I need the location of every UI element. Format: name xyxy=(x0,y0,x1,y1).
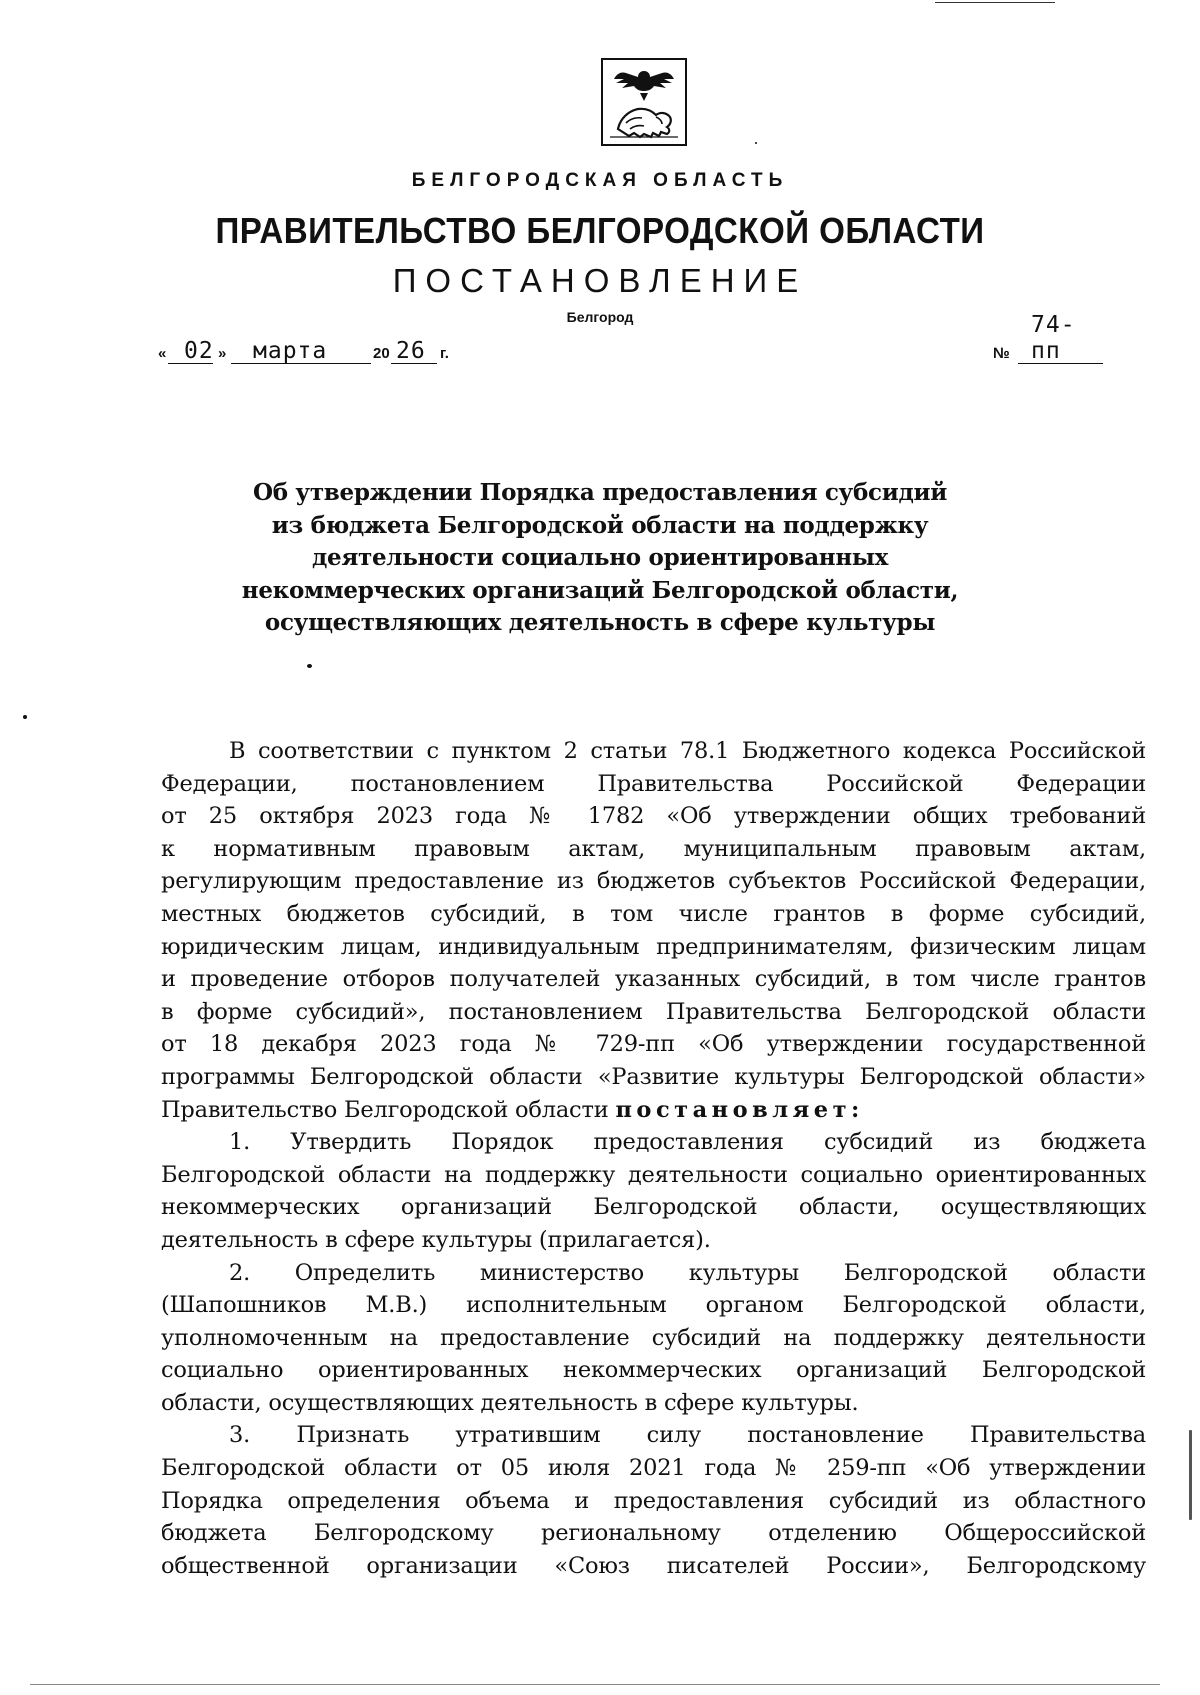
body-line: области, осуществляющих деятельность в сфере культуры. xyxy=(161,1389,859,1416)
close-quote: » xyxy=(218,345,227,362)
body-line: общественной организации «Союз писателей России», Белгородскому xyxy=(161,1552,1146,1579)
title-line: некоммерческих организаций Белгородской области, xyxy=(241,576,959,604)
government-heading: ПРАВИТЕЛЬСТВО БЕЛГОРОДСКОЙ ОБЛАСТИ xyxy=(215,210,985,251)
scan-speck xyxy=(307,664,312,668)
body-line: от 25 октября 2023 года № 1782 «Об утверждении общих требований xyxy=(161,803,1146,830)
body-line: в форме субсидий», постановлением Правительства Белгородской области xyxy=(161,998,1146,1025)
body-line: юридическим лицам, индивидуальным предпринимателям, физическим лицам xyxy=(161,933,1146,960)
scan-bottom-line xyxy=(30,1684,1160,1685)
body-line: Белгородской области от 05 июля 2021 года № 259-пп «Об утверждении xyxy=(161,1455,1146,1482)
decree-month: марта xyxy=(253,338,328,364)
body-line: деятельность в сфере культуры (прилагается). xyxy=(161,1226,711,1253)
scan-top-line xyxy=(935,2,1055,3)
open-quote: « xyxy=(158,345,167,362)
body-line: 3. Признать утратившим силу постановление Правительства xyxy=(229,1422,1146,1449)
resolve-prefix: Правительство Белгородской области xyxy=(161,1096,609,1123)
body-line: и проведение отборов получателей указанных субсидий, в том числе грантов xyxy=(161,966,1146,993)
scan-edge-mark xyxy=(1189,1430,1192,1520)
scan-speck xyxy=(23,715,27,719)
title-line: Об утверждении Порядка предоставления субсидий xyxy=(252,479,948,506)
day-underline xyxy=(168,363,213,364)
year-underline xyxy=(391,363,437,364)
number-underline xyxy=(1018,363,1103,364)
resolve-verb: постановляет: xyxy=(615,1096,864,1123)
body-line: Порядка определения объема и предоставления субсидий из областного xyxy=(161,1487,1146,1514)
title-line: из бюджета Белгородской области на поддержку xyxy=(271,511,929,539)
body-line: местных бюджетов субсидий, в том числе грантов в форме субсидий, xyxy=(161,900,1146,927)
body-line: В соответствии с пунктом 2 статьи 78.1 Бюджетного кодекса Российской xyxy=(229,738,1146,764)
body-line: социально ориентированных некоммерческих организаций Белгородской xyxy=(161,1357,1146,1384)
year-prefix: 20 xyxy=(373,345,390,362)
body-line: уполномоченным на предоставление субсидий на поддержку деятельности xyxy=(161,1324,1146,1351)
body-line: некоммерческих организаций Белгородской области, осуществляющих xyxy=(161,1194,1146,1221)
body-line: к нормативным правовым актам, муниципальным правовым актам, xyxy=(161,835,1146,862)
decree-title xyxy=(0,477,1200,640)
decree-year: 26 xyxy=(396,338,426,364)
decree-number: 74-пп xyxy=(1031,312,1076,364)
belgorod-coat-of-arms-icon xyxy=(600,57,688,147)
body-line: 1. Утвердить Порядок предоставления субсидий из бюджета xyxy=(229,1129,1146,1156)
region-heading: БЕЛГОРОДСКАЯ ОБЛАСТЬ xyxy=(411,170,789,191)
title-line: деятельности социально ориентированных xyxy=(311,544,889,571)
city-label: Белгород xyxy=(566,309,634,325)
decree-body xyxy=(161,735,1146,1582)
resolve-line xyxy=(161,1094,1146,1127)
body-line: регулирующим предоставление из бюджетов субъектов Российской Федерации, xyxy=(161,868,1146,895)
document-type-heading: ПОСТАНОВЛЕНИЕ xyxy=(392,262,808,299)
body-line: бюджета Белгородскому региональному отделению Общероссийской xyxy=(161,1520,1146,1547)
year-unit: г. xyxy=(440,345,449,362)
body-line: Федерации, постановлением Правительства Российской Федерации xyxy=(161,770,1146,797)
body-line: от 18 декабря 2023 года № 729-пп «Об утверждении государственной xyxy=(161,1031,1146,1058)
body-line: 2. Определить министерство культуры Белгородской области xyxy=(229,1259,1146,1286)
month-underline xyxy=(231,363,371,364)
title-line: осуществляющих деятельность в сфере культуры xyxy=(264,609,936,636)
number-label: № xyxy=(993,345,1010,362)
scan-speck xyxy=(755,142,757,144)
body-line: (Шапошников М.В.) исполнительным органом Белгородской области, xyxy=(161,1292,1146,1319)
body-line: программы Белгородской области «Развитие культуры Белгородской области» xyxy=(161,1063,1146,1090)
decree-day: 02 xyxy=(184,338,214,364)
body-line: Белгородской области на поддержку деятельности социально ориентированных xyxy=(161,1161,1146,1188)
